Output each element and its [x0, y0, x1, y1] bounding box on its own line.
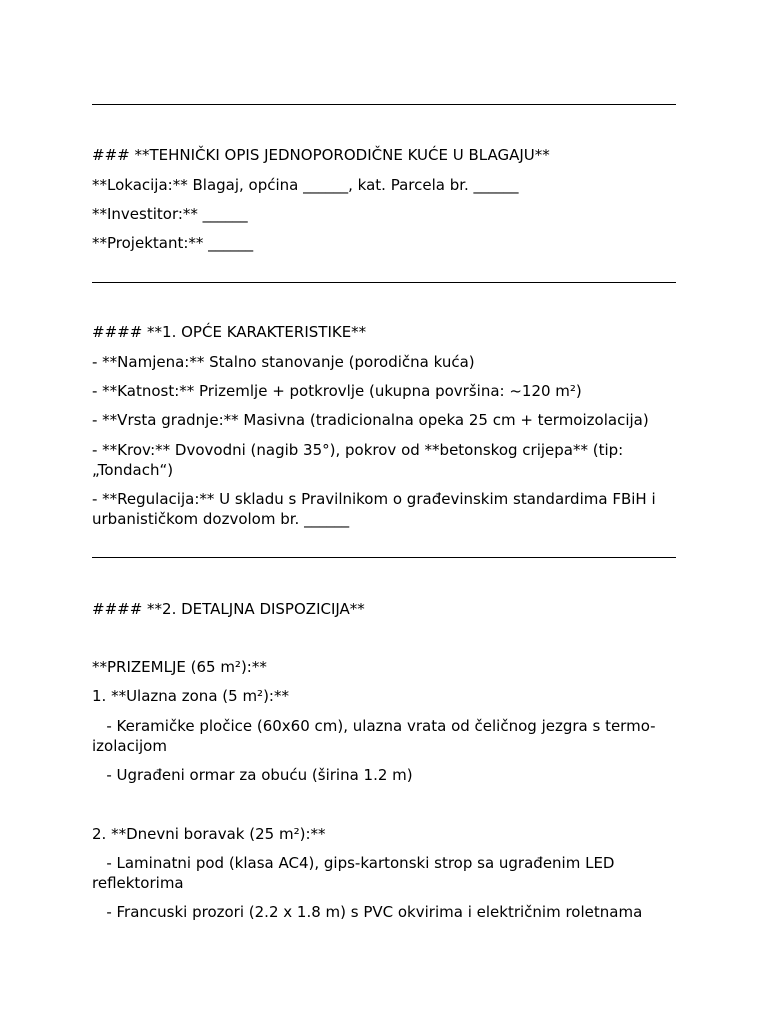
meta-projektant: **Projektant:** ______: [92, 234, 254, 252]
list-item: - Laminatni pod (klasa AC4), gips-kartonski strop sa ugrađenim LED reflektorima: [92, 854, 620, 892]
document-title: ### **TEHNIČKI OPIS JEDNOPORODIČNE KUĆE U BLAGAJU**: [92, 146, 550, 164]
list-item: - **Krov:** Dvovodni (nagib 35°), pokrov od **betonskog crijepa** (tip: „Tondach“): [92, 441, 629, 479]
list-item: - Ugrađeni ormar za obuću (širina 1.2 m): [92, 766, 413, 784]
meta-investitor: **Investitor:** ______: [92, 205, 248, 223]
list-item: - **Regulacija:** U skladu s Pravilnikom o građevinskim standardima FBiH i urbanističkom dozvolom br. ______: [92, 490, 661, 528]
horizontal-rule: [92, 104, 676, 105]
list-item: - Francuski prozori (2.2 x 1.8 m) s PVC okvirima i električnim roletnama: [92, 903, 643, 921]
horizontal-rule: [92, 557, 676, 558]
room2-title: 2. **Dnevni boravak (25 m²):**: [92, 825, 326, 843]
section1-heading: #### **1. OPĆE KARAKTERISTIKE**: [92, 323, 367, 341]
list-item: - **Katnost:** Prizemlje + potkrovlje (ukupna površina: ~120 m²): [92, 382, 582, 400]
section2-heading: #### **2. DETALJNA DISPOZICIJA**: [92, 600, 365, 618]
meta-lokacija: **Lokacija:** Blagaj, općina ______, kat. Parcela br. ______: [92, 176, 519, 194]
room1-title: 1. **Ulazna zona (5 m²):**: [92, 687, 289, 705]
horizontal-rule: [92, 282, 676, 283]
list-item: - **Vrsta gradnje:** Masivna (tradicionalna opeka 25 cm + termoizolacija): [92, 411, 649, 429]
section2-subheading: **PRIZEMLJE (65 m²):**: [92, 658, 267, 676]
list-item: - **Namjena:** Stalno stanovanje (porodična kuća): [92, 353, 475, 371]
list-item: - Keramičke pločice (60x60 cm), ulazna vrata od čeličnog jezgra s termo-izolacijom: [92, 717, 656, 755]
